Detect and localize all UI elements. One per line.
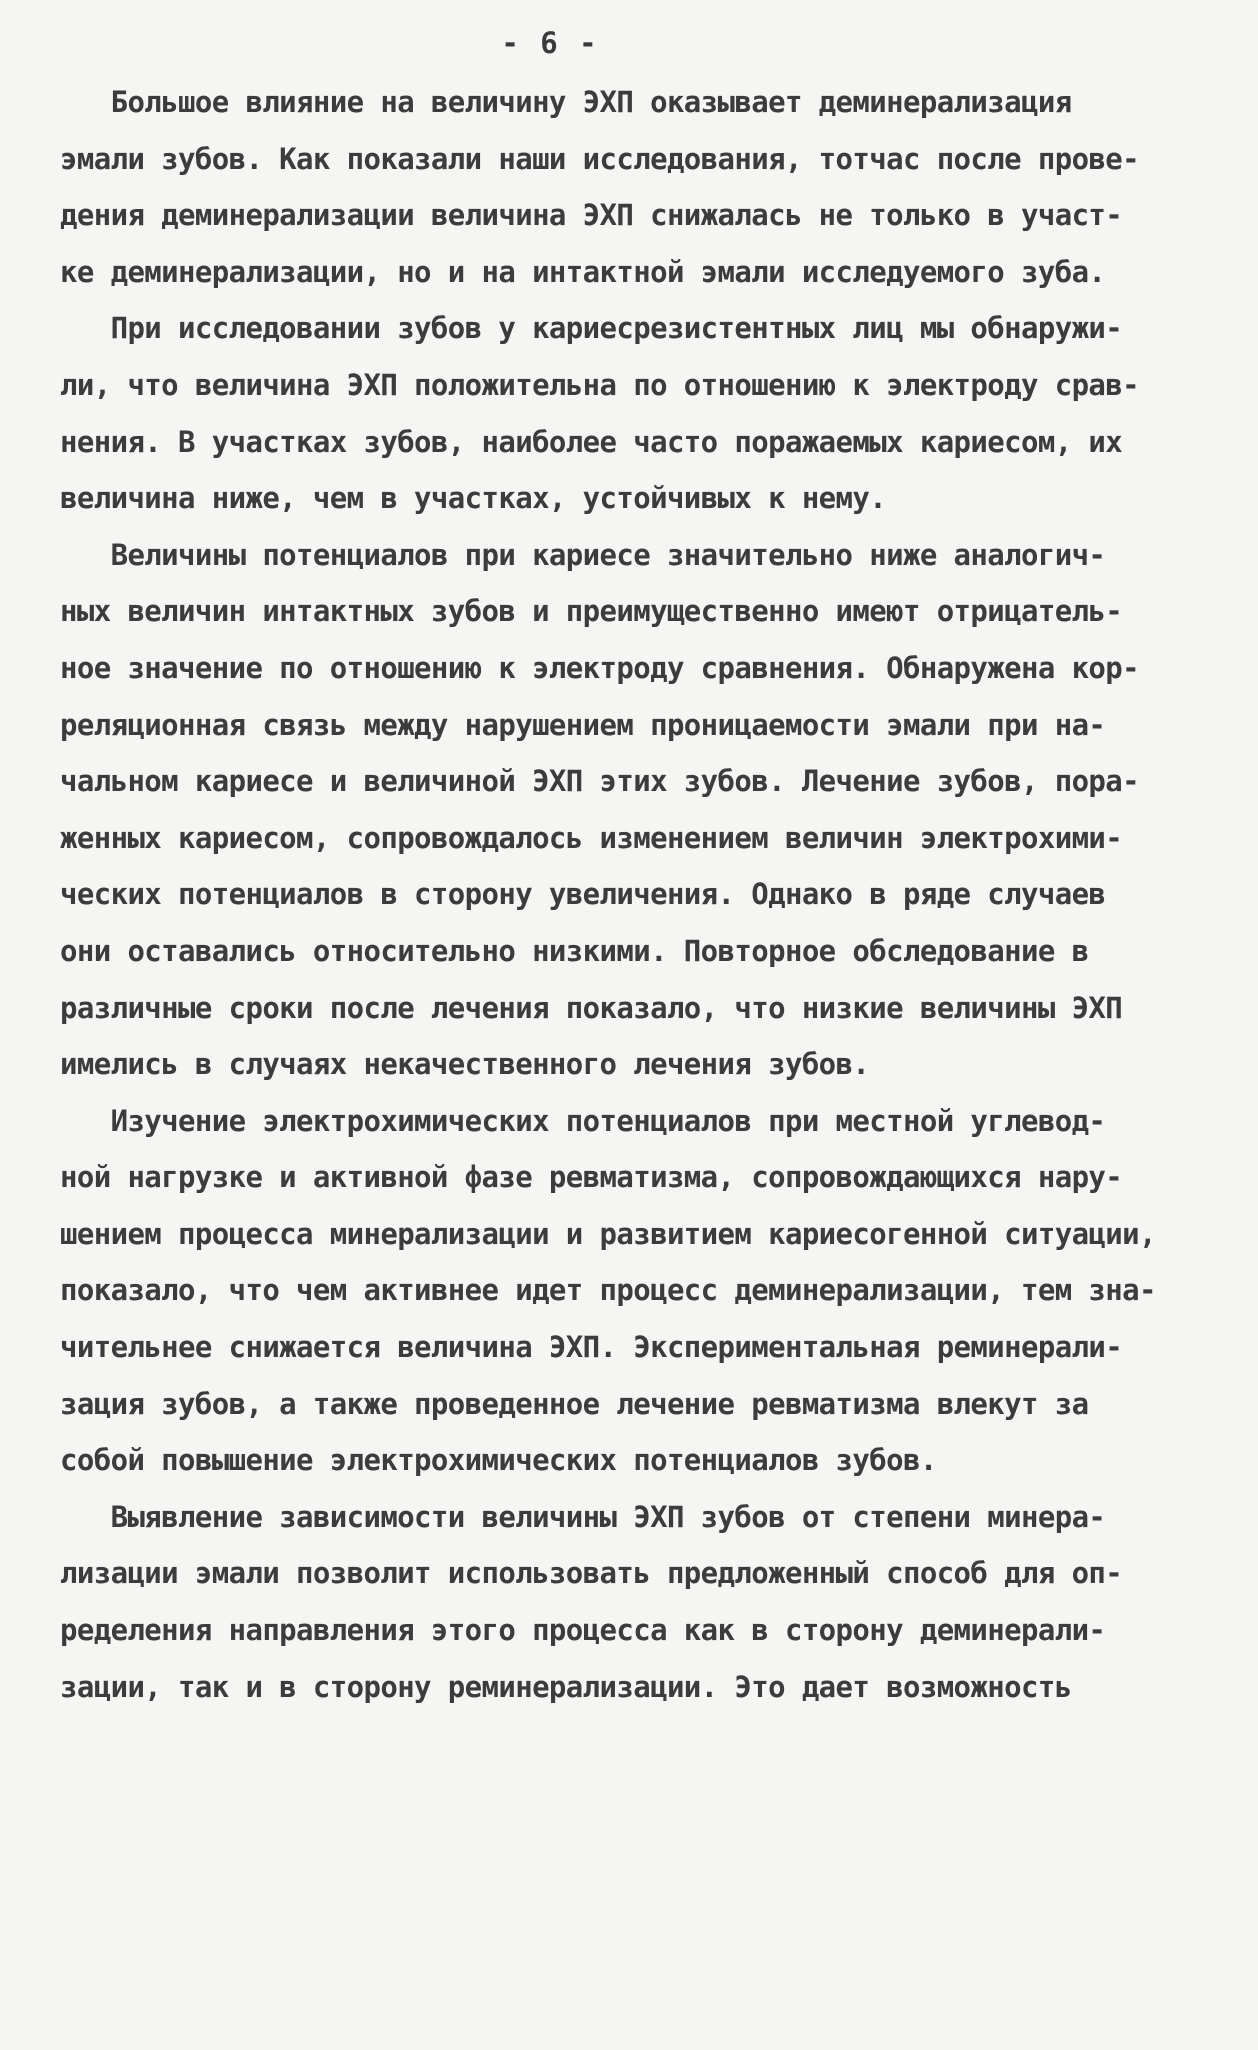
text-line: ке деминерализации, но и на интактной эмали исследуемого зуба. — [60, 254, 1106, 289]
text-line: реляционная связь между нарушением проницаемости эмали при на- — [60, 707, 1106, 742]
text-line: чальном кариесе и величиной ЭХП этих зубов. Лечение зубов, пора- — [60, 764, 1140, 799]
text-line: собой повышение электрохимических потенциалов зубов. — [60, 1443, 937, 1478]
text-line: имелись в случаях некачественного лечения зубов. — [60, 1047, 870, 1082]
text-line: зация зубов, а также проведенное лечение ревматизма влекут за — [60, 1386, 1089, 1421]
text-line: ное значение по отношению к электроду сравнения. Обнаружена кор- — [60, 650, 1140, 685]
text-line: Большое влияние на величину ЭХП оказывает деминерализация — [60, 85, 1072, 119]
text-line: ческих потенциалов в сторону увеличения. Однако в ряде случаев — [60, 877, 1106, 912]
text-line: чительнее снижается величина ЭХП. Экспериментальная реминерали- — [60, 1330, 1123, 1365]
text-line: женных кариесом, сопровождалось изменением величин электрохими- — [60, 820, 1123, 855]
text-line: зации, так и в сторону реминерализации. Это дает возможность — [60, 1669, 1072, 1704]
text-line: показало, что чем активнее идет процесс деминерализации, тем зна- — [60, 1273, 1156, 1308]
text-line: ли, что величина ЭХП положительна по отношению к электроду срав- — [60, 367, 1140, 402]
text-line: они оставались относительно низкими. Повторное обследование в — [60, 933, 1089, 968]
text-line: ной нагрузке и активной фазе ревматизма, сопровождающихся нару- — [60, 1160, 1123, 1195]
page-number: - 6 - — [501, 26, 599, 60]
text-line: Величины потенциалов при кариесе значительно ниже аналогич- — [60, 537, 1106, 572]
text-line: различные сроки после лечения показало, что низкие величины ЭХП — [60, 990, 1123, 1025]
text-line: величина ниже, чем в участках, устойчивых к нему. — [60, 481, 887, 516]
text-line: шением процесса минерализации и развитием кариесогенной ситуации, — [60, 1216, 1156, 1251]
text-line: дения деминерализации величина ЭХП снижалась не только в участ- — [60, 198, 1123, 233]
text-line: Изучение электрохимических потенциалов при местной углевод- — [60, 1103, 1106, 1138]
text-line: лизации эмали позволит использовать предложенный способ для оп- — [60, 1556, 1123, 1591]
text-line: эмали зубов. Как показали наши исследования, тотчас после прове- — [60, 141, 1140, 176]
text-line: ных величин интактных зубов и преимущественно имеют отрицатель- — [60, 594, 1123, 629]
text-line: Выявление зависимости величины ЭХП зубов от степени минера- — [60, 1499, 1106, 1534]
text-line: При исследовании зубов у кариесрезистентных лиц мы обнаружи- — [60, 311, 1123, 346]
body-text — [60, 74, 1200, 1715]
text-line: нения. В участках зубов, наиболее часто поражаемых кариесом, их — [60, 424, 1123, 459]
text-line: ределения направления этого процесса как в сторону деминерали- — [60, 1613, 1106, 1648]
